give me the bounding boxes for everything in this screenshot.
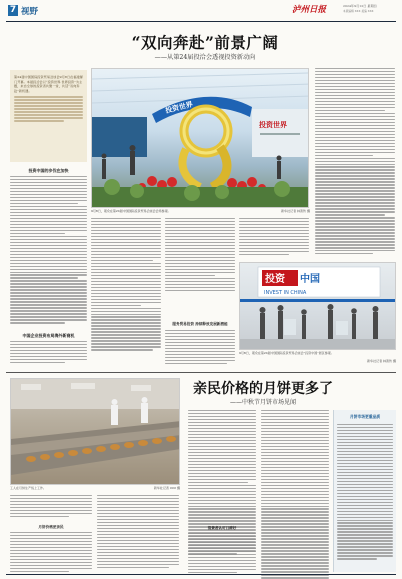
pavilion-photo bbox=[239, 262, 396, 350]
svg-text:投资: 投资 bbox=[265, 274, 285, 285]
section-name: 视野 bbox=[21, 7, 39, 17]
sidebar-title: 月饼市场更重品质 bbox=[349, 414, 381, 419]
left-column-text-a bbox=[10, 176, 87, 324]
right-column-text bbox=[315, 68, 395, 254]
masthead-rule bbox=[6, 21, 396, 22]
middle-column-3-text bbox=[239, 218, 309, 255]
photo1-credit: 新华社记者 林善传 摄 bbox=[281, 209, 310, 213]
sculpture-label: 投资世界 bbox=[164, 100, 194, 115]
photo1-caption: 9月8日，观众在第24届中国国际投资贸易洽谈会会场参观。 bbox=[91, 209, 171, 213]
article2-col1-b bbox=[10, 532, 92, 572]
svg-text:投资世界: 投资世界 bbox=[259, 121, 287, 129]
expo-scene bbox=[92, 69, 309, 208]
article-divider bbox=[6, 372, 396, 373]
masthead bbox=[0, 0, 402, 22]
lead-box-filler bbox=[14, 96, 83, 121]
lead-box-text: 第24届中国国际投资贸易洽谈会9月8日在福建厦门开幕。本届投洽会以“投资世界·世界投资”为主题，来自全球的投资者共聚一堂，共话“双向奔赴”新机遇。 bbox=[14, 75, 83, 93]
middle-column-2-text-b bbox=[165, 330, 235, 364]
subhead-2: 中国企业投资布局海外新商机 bbox=[22, 333, 75, 338]
svg-text:中国: 中国 bbox=[300, 274, 320, 285]
mooncake-photo-credit: 新华社记者 XXX 摄 bbox=[153, 486, 180, 490]
pavilion-sign: INVEST IN CHINA bbox=[264, 290, 307, 296]
pavilion-scene bbox=[240, 263, 396, 350]
section-number-badge: 7 bbox=[9, 5, 17, 15]
bottom-rule bbox=[6, 574, 396, 575]
issue-date: 2024年9月12日 星期四 bbox=[343, 4, 377, 8]
article2-subhead-1: 月饼价格更亲民 bbox=[38, 525, 64, 529]
middle-column-1-text bbox=[91, 218, 161, 351]
article1-subheadline: ——从第24届投洽会透视投资新动向 bbox=[154, 54, 256, 61]
article2-subhead-2: 消费者认可口碑好 bbox=[207, 526, 237, 530]
article2-col2 bbox=[97, 495, 179, 568]
middle-column-2-text bbox=[165, 218, 235, 291]
photo2-credit: 新华社记者 林善传 摄 bbox=[367, 359, 396, 363]
paper-logo: 泸州日报 bbox=[292, 5, 327, 15]
article1-headline: “双向奔赴”前景广阔 bbox=[131, 33, 279, 52]
lead-box bbox=[10, 70, 87, 162]
article2-headline: 亲民价格的月饼更多了 bbox=[193, 381, 333, 397]
subhead-3: 服务贸易投资 持续释放发展新潜能 bbox=[172, 322, 228, 326]
expo-photo bbox=[91, 68, 309, 208]
mooncake-photo bbox=[10, 378, 180, 485]
article2-subheadline: ——中秋节月饼市场见闻 bbox=[229, 399, 296, 406]
sidebar-text bbox=[337, 424, 393, 560]
production-line-scene bbox=[11, 379, 180, 485]
article2-col1 bbox=[10, 495, 92, 517]
article2-col3-b bbox=[188, 533, 256, 573]
subhead-1: 投资中国的步伐在加快 bbox=[28, 168, 69, 173]
article2-col4 bbox=[261, 410, 329, 579]
left-column-text-b bbox=[10, 341, 87, 363]
photo2-caption: 9月8日，观众在第24届中国国际投资贸易洽谈会“投资中国”展区参观。 bbox=[239, 351, 334, 355]
mooncake-photo-caption: 工人在月饼生产线上工作。 bbox=[10, 486, 47, 490]
editor-line: 本版编辑 XXX 美编 XXX bbox=[343, 10, 374, 13]
article2-sidebar bbox=[333, 410, 396, 572]
